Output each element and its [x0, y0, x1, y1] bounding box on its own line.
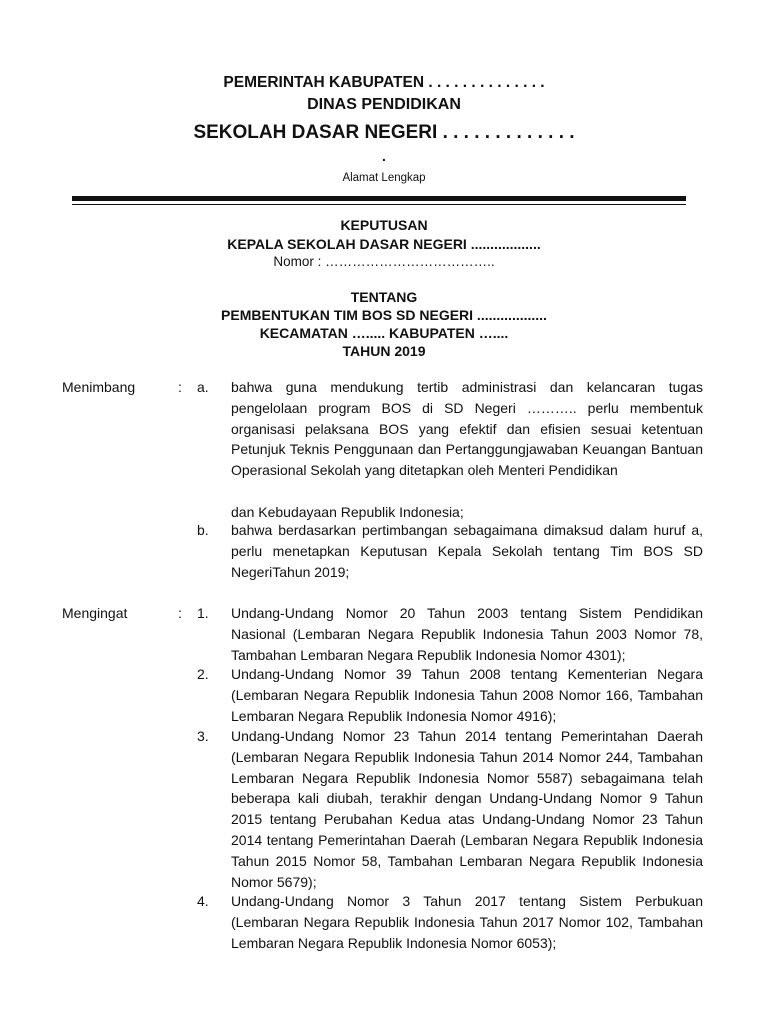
mengingat-item-text: Undang-Undang Nomor 23 Tahun 2014 tentang Pemerintahan Daerah (Lembaran Negara Republik Indonesia Tahun 2014 Nomor 244, Tambahan Lembaran Negara Republik Indonesia Nomor 5587) sebagaimana telah beberapa kali diubah, terakhir dengan Undang-Undang Nomor 9 Tahun 2015 tentang Perubahan Kedua atas Undang-Undang Nomor 23 Tahun 2014 tentang Pemerintahan Daerah (Lembaran Negara Republik Indonesia Tahun 2015 Nomor 58, Tambahan Lembaran Negara Republik Indonesia Nomor 5679);	[231, 728, 703, 890]
decree-subject-3: TAHUN 2019	[342, 343, 426, 359]
letterhead-government: PEMERINTAH KABUPATEN . . . . . . . . . . . . . .	[223, 74, 545, 91]
section-colon-mengingat: :	[178, 605, 182, 621]
letterhead-agency: DINAS PENDIDIKAN	[307, 96, 461, 113]
menimbang-item-text-continued: dan Kebudayaan Republik Indonesia;	[231, 504, 464, 520]
letterhead-dot: .	[382, 148, 386, 164]
letterhead-address: Alamat Lengkap	[342, 172, 426, 184]
mengingat-item-number: 4.	[197, 893, 209, 909]
menimbang-item-text: bahwa berdasarkan pertimbangan sebagaimana dimaksud dalam huruf a, perlu menetapkan Keputusan Kepala Sekolah tentang Tim BOS SD NegeriTahun 2019;	[231, 522, 703, 580]
menimbang-item-number: a.	[197, 379, 209, 395]
decree-title: KEPUTUSAN	[340, 217, 428, 233]
mengingat-item-number: 1.	[197, 605, 209, 621]
letterhead-school: SEKOLAH DASAR NEGERI . . . . . . . . . . . . .	[193, 122, 575, 143]
letterhead-divider-thin	[72, 204, 686, 205]
decree-subject-1: PEMBENTUKAN TIM BOS SD NEGERI ..................	[221, 307, 547, 323]
section-colon-menimbang: :	[178, 379, 182, 395]
mengingat-item-text: Undang-Undang Nomor 20 Tahun 2003 tentang Sistem Pendidikan Nasional (Lembaran Negara Republik Indonesia Tahun 2003 Nomor 78, Tambahan Lembaran Negara Republik Indonesia Nomor 4301);	[231, 605, 703, 663]
mengingat-item-number: 2.	[197, 666, 209, 682]
section-label-menimbang: Menimbang	[62, 379, 136, 395]
menimbang-item-text: bahwa guna mendukung tertib administrasi dan kelancaran tugas pengelolaan program BOS di SD Negeri ……….. perlu membentuk organisasi pelaksana BOS yang efektif dan efisien sesuai ketentuan Petunjuk Teknis Penggunaan dan Pertanggungjawaban Keuangan Bantuan Operasional Sekolah yang ditetapkan oleh Menteri Pendidikan	[231, 379, 703, 479]
mengingat-item-number: 3.	[197, 728, 209, 744]
section-label-mengingat: Mengingat	[62, 605, 128, 621]
mengingat-item-text: Undang-Undang Nomor 3 Tahun 2017 tentang Sistem Perbukuan (Lembaran Negara Republik Indonesia Tahun 2017 Nomor 102, Tambahan Lembaran Negara Republik Indonesia Nomor 6053);	[231, 893, 703, 951]
letterhead-divider-thick	[72, 196, 686, 201]
decree-about: TENTANG	[350, 289, 418, 305]
decree-number: Nomor : ………………………………..	[273, 254, 495, 269]
decree-subject-2: KECAMATAN …..... KABUPATEN …....	[259, 325, 509, 341]
mengingat-item-text: Undang-Undang Nomor 39 Tahun 2008 tentang Kementerian Negara (Lembaran Negara Republik Indonesia Tahun 2008 Nomor 166, Tambahan Lembaran Negara Republik Indonesia Nomor 4916);	[231, 666, 703, 724]
menimbang-item-number: b.	[197, 522, 209, 538]
decree-issuer: KEPALA SEKOLAH DASAR NEGERI ..................	[227, 236, 541, 252]
